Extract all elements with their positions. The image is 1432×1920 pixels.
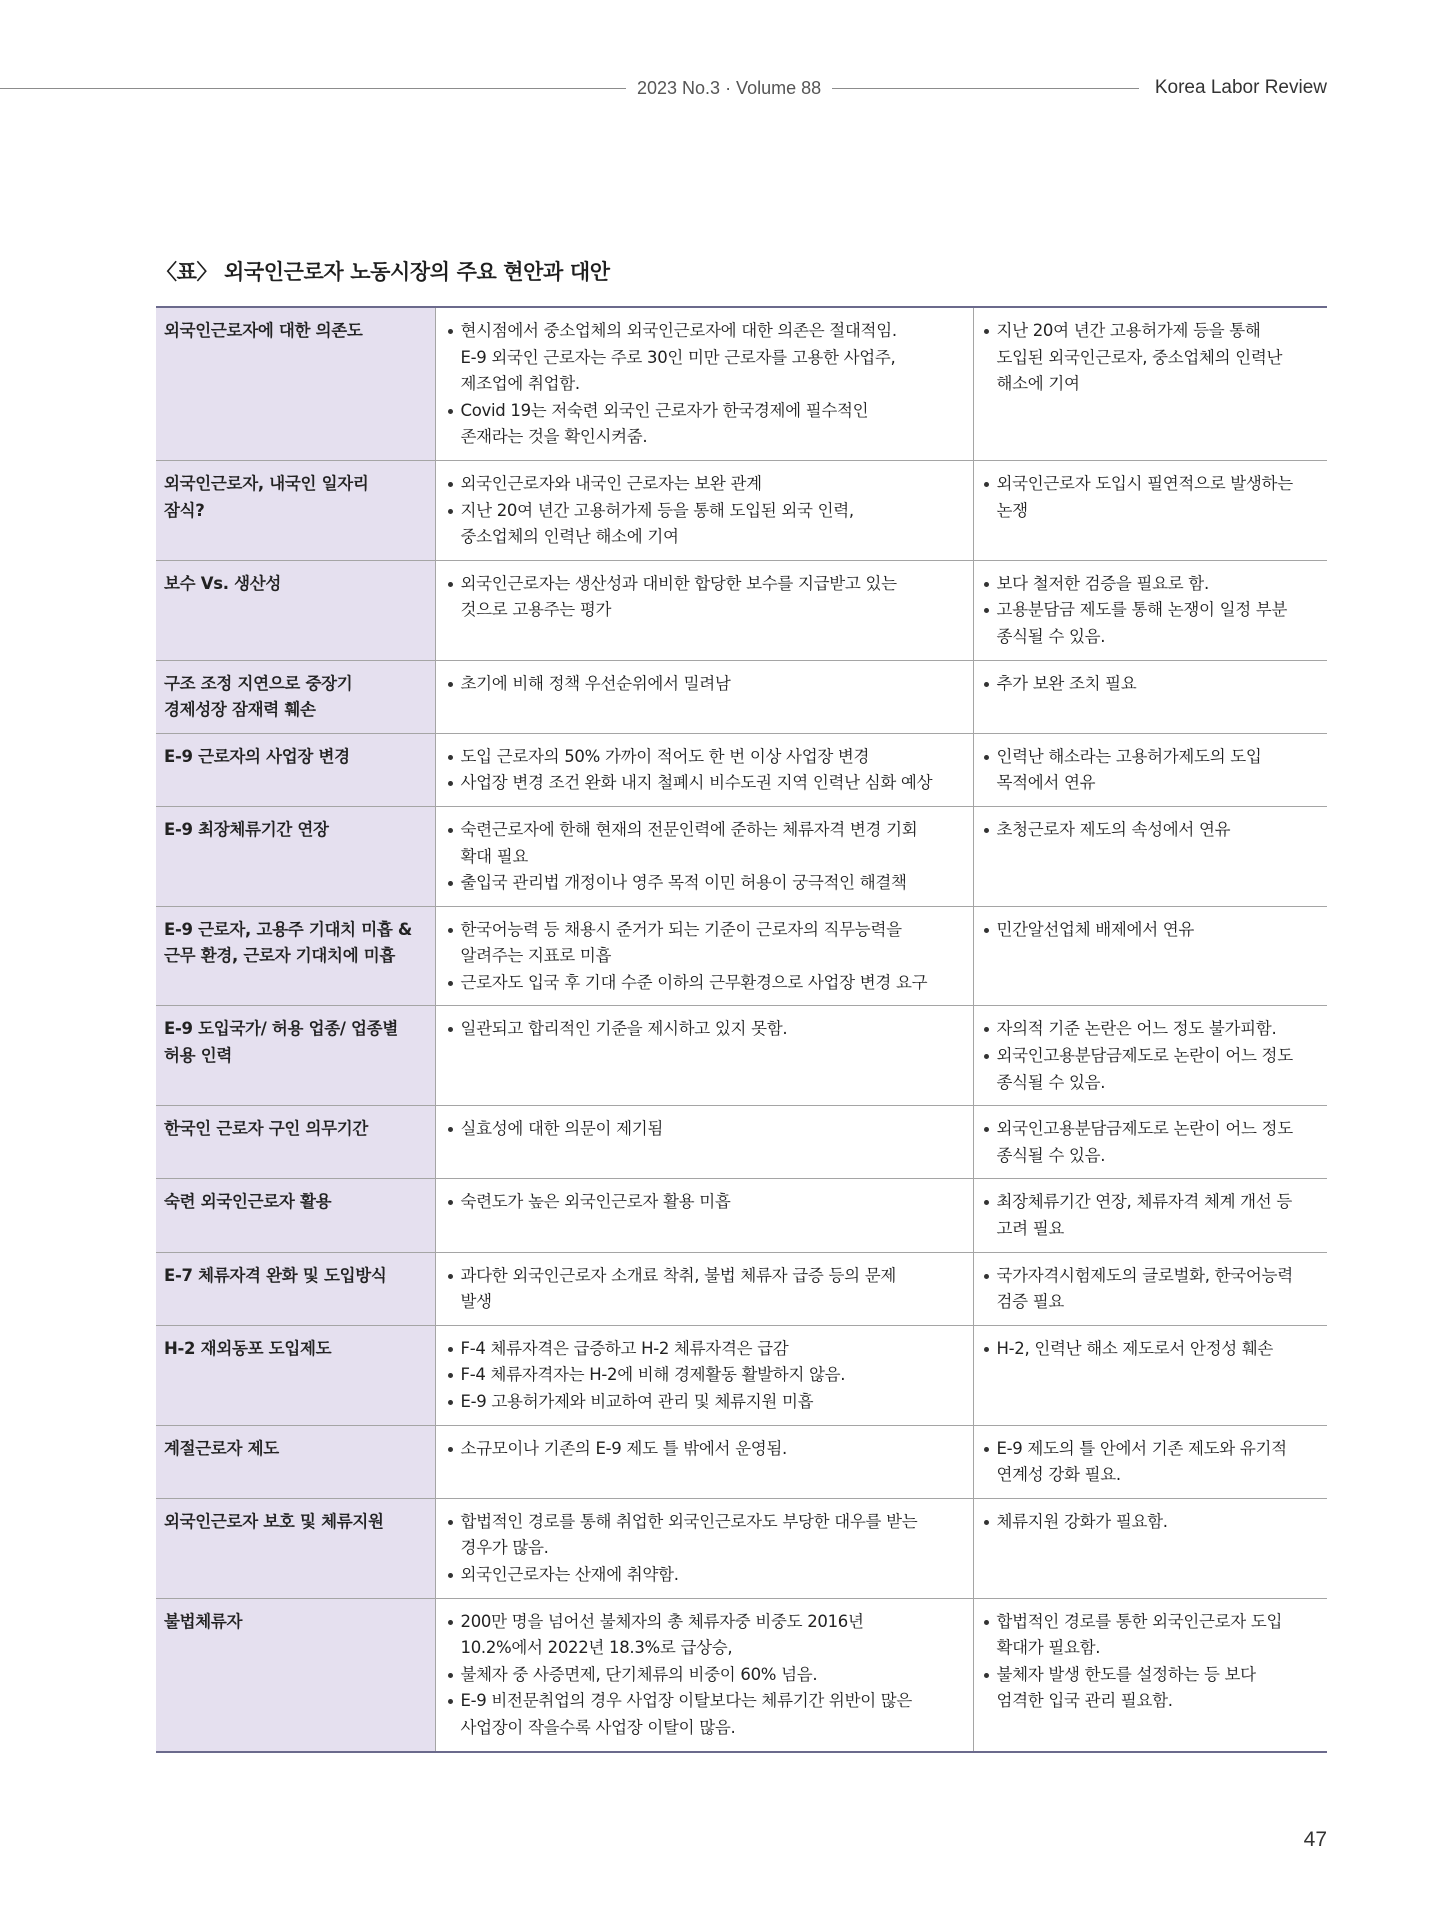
- bullet-item: [448, 1362, 969, 1389]
- bullet-item: [984, 817, 1324, 844]
- issue-text-line: 경제성장 잠재력 훼손: [164, 700, 316, 720]
- bullet-text-line: 합법적인 경로를 통해 취업한 외국인근로자도 부당한 대우를 받는: [460, 1511, 918, 1531]
- bullet-text-line: 한국어능력 등 채용시 준거가 되는 기준이 근로자의 직무능력을: [460, 919, 902, 939]
- table-row: [156, 460, 1327, 560]
- bullet-text-line: E-9 비전문취업의 경우 사업장 이탈보다는 체류기간 위반이 많은: [460, 1691, 913, 1711]
- issue-text-line: 구조 조정 지연으로 중장기: [164, 673, 353, 693]
- response-cell: [973, 1179, 1327, 1252]
- bullet-text-line: 존재라는 것을 확인시켜줌.: [460, 427, 648, 447]
- status-cell: [435, 560, 973, 660]
- bullet-text-line: 실효성에 대한 의문이 제기됨: [460, 1119, 664, 1139]
- issue-text-line: 한국인 근로자 구인 의무기간: [164, 1119, 369, 1139]
- table-row: [156, 733, 1327, 806]
- bullet-icon: [448, 828, 453, 833]
- bullet-item: [448, 671, 969, 698]
- bullet-icon: [448, 1573, 453, 1578]
- bullet-item: [448, 1436, 969, 1463]
- bullet-text-line: 자의적 기준 논란은 어느 정도 불가피함.: [996, 1019, 1277, 1039]
- bullet-item: [448, 770, 969, 797]
- bullet-text-line: 종식될 수 있음.: [996, 1145, 1106, 1165]
- bullet-icon: [448, 755, 453, 760]
- issue-text-line: 외국인근로자에 대한 의존도: [164, 321, 363, 340]
- bullet-item: [984, 1263, 1324, 1316]
- bullet-item: [448, 917, 969, 970]
- bullet-icon: [984, 828, 989, 833]
- bullet-item: [984, 1189, 1324, 1242]
- bullet-text-line: 알려주는 지표로 미흡: [460, 946, 612, 966]
- bullet-item: [448, 498, 969, 551]
- bullet-item: [448, 571, 969, 624]
- bullet-icon: [984, 1447, 989, 1452]
- bullet-text-line: 보다 철저한 검증을 필요로 함.: [996, 573, 1209, 593]
- bullet-item: [448, 870, 969, 897]
- bullet-item: [448, 1562, 969, 1589]
- bullet-item: [984, 1116, 1324, 1169]
- table-row: [156, 660, 1327, 733]
- bullet-text-line: 지난 20여 년간 고용허가제 등을 통해: [996, 321, 1261, 340]
- issue-cell: [156, 1598, 435, 1751]
- response-cell: [973, 733, 1327, 806]
- bullet-text-line: 10.2%에서 2022년 18.3%로 급상승,: [460, 1638, 733, 1658]
- bullet-icon: [448, 682, 453, 687]
- issues-table: [156, 306, 1327, 1753]
- bullet-item: [448, 817, 969, 870]
- bullet-icon: [984, 1347, 989, 1352]
- bullet-text-line: 불체자 발생 한도를 설정하는 등 보다: [996, 1664, 1256, 1684]
- bullet-text-line: H-2, 인력난 해소 제도로서 안정성 훼손: [996, 1338, 1274, 1358]
- status-cell: [435, 733, 973, 806]
- issue-text-line: 계절근로자 제도: [164, 1438, 279, 1458]
- response-cell: [973, 460, 1327, 560]
- status-cell: [435, 1179, 973, 1252]
- bullet-icon: [448, 409, 453, 414]
- bullet-text-line: 중소업체의 인력난 해소에 기여: [460, 527, 679, 547]
- response-cell: [973, 1425, 1327, 1498]
- bullet-text-line: 인력난 해소라는 고용허가제도의 도입: [996, 746, 1262, 766]
- bullet-item: [984, 1043, 1324, 1096]
- status-cell: [435, 1006, 973, 1106]
- bullet-icon: [448, 1447, 453, 1452]
- issue-cell: [156, 806, 435, 906]
- bullet-text-line: 최장체류기간 연장, 체류자격 체계 개선 등: [996, 1192, 1293, 1212]
- table-row: [156, 1425, 1327, 1498]
- bullet-item: [448, 1389, 969, 1416]
- issue-cell: [156, 733, 435, 806]
- bullet-icon: [448, 509, 453, 514]
- bullet-icon: [984, 608, 989, 613]
- bullet-icon: [984, 1200, 989, 1205]
- issue-cell: [156, 307, 435, 460]
- status-cell: [435, 1498, 973, 1598]
- bullet-text-line: 민간알선업체 배제에서 연유: [996, 919, 1195, 939]
- bullet-text-line: 도입된 외국인근로자, 중소업체의 인력난: [996, 347, 1283, 367]
- bullet-text-line: 국가자격시험제도의 글로벌화, 한국어능력: [996, 1265, 1293, 1285]
- issue-cell: [156, 1252, 435, 1325]
- bullet-text-line: 외국인고용분담금제도로 논란이 어느 정도: [996, 1119, 1293, 1139]
- bullet-item: [984, 318, 1324, 398]
- bullet-text-line: 확대 필요: [460, 846, 529, 866]
- bullet-text-line: 초청근로자 제도의 속성에서 연유: [996, 819, 1231, 839]
- issue-text-line: E-7 체류자격 완화 및 도입방식: [164, 1265, 387, 1285]
- bullet-text-line: 외국인근로자와 내국인 근로자는 보완 관계: [460, 473, 762, 493]
- issue-cell: [156, 1425, 435, 1498]
- bullet-text-line: 논쟁: [996, 500, 1028, 520]
- issue-text-line: 근무 환경, 근로자 기대치에 미흡: [164, 946, 396, 966]
- bullet-text-line: 고려 필요: [996, 1219, 1065, 1239]
- bullet-item: [448, 471, 969, 498]
- running-header: [0, 74, 1327, 102]
- bullet-icon: [984, 1620, 989, 1625]
- bullet-icon: [984, 1673, 989, 1678]
- status-cell: [435, 1106, 973, 1179]
- table-row: [156, 1598, 1327, 1751]
- bullet-icon: [984, 482, 989, 487]
- bullet-text-line: 연계성 강화 필요.: [996, 1465, 1121, 1485]
- bullet-item: [984, 1662, 1324, 1715]
- bullet-item: [984, 1436, 1324, 1489]
- bullet-text-line: 현시점에서 중소업체의 외국인근로자에 대한 의존은 절대적임.: [460, 321, 897, 340]
- issue-cell: [156, 906, 435, 1006]
- issue-text-line: E-9 근로자, 고용주 기대치 미흡 &: [164, 919, 413, 939]
- table-row: [156, 806, 1327, 906]
- bullet-icon: [448, 1673, 453, 1678]
- bullet-item: [984, 917, 1324, 944]
- bullet-text-line: 숙련근로자에 한해 현재의 전문인력에 준하는 체류자격 변경 기회: [460, 819, 918, 839]
- bullet-item: [448, 1688, 969, 1741]
- bullet-icon: [984, 1027, 989, 1032]
- bullet-icon: [448, 781, 453, 786]
- table-row: [156, 1498, 1327, 1598]
- bullet-text-line: 외국인근로자는 산재에 취약함.: [460, 1564, 679, 1584]
- bullet-text-line: 200만 명을 넘어선 불체자의 총 체류자중 비중도 2016년: [460, 1611, 864, 1631]
- status-cell: [435, 806, 973, 906]
- issue-cell: [156, 1325, 435, 1425]
- bullet-item: [448, 1509, 969, 1562]
- bullet-text-line: 외국인근로자 도입시 필연적으로 발생하는: [996, 473, 1293, 493]
- header-rule-left: [0, 88, 626, 89]
- bullet-text-line: 사업장 변경 조건 완화 내지 철폐시 비수도권 지역 인력난 심화 예상: [460, 773, 933, 793]
- journal-name: Korea Labor Review: [1154, 77, 1327, 98]
- bullet-icon: [984, 755, 989, 760]
- table-row: [156, 1325, 1327, 1425]
- issue-cell: [156, 460, 435, 560]
- response-cell: [973, 1598, 1327, 1751]
- table-row: [156, 560, 1327, 660]
- bullet-icon: [448, 1400, 453, 1405]
- bullet-text-line: E-9 제도의 틀 안에서 기존 제도와 유기적: [996, 1438, 1287, 1458]
- issue-cell: [156, 1179, 435, 1252]
- issue-cell: [156, 660, 435, 733]
- table-row: [156, 1252, 1327, 1325]
- bullet-text-line: 종식될 수 있음.: [996, 626, 1106, 646]
- response-cell: [973, 1106, 1327, 1179]
- response-cell: [973, 1006, 1327, 1106]
- bullet-icon: [448, 1127, 453, 1132]
- bullet-text-line: 외국인근로자는 생산성과 대비한 합당한 보수를 지급받고 있는: [460, 573, 897, 593]
- bullet-icon: [448, 1699, 453, 1704]
- bullet-item: [448, 398, 969, 451]
- bullet-text-line: 제조업에 취업함.: [460, 374, 580, 394]
- status-cell: [435, 1325, 973, 1425]
- bullet-text-line: 것으로 고용주는 평가: [460, 600, 612, 620]
- bullet-item: [448, 1662, 969, 1689]
- bullet-item: [448, 1016, 969, 1043]
- issue-text-line: 허용 인력: [164, 1046, 233, 1066]
- bullet-text-line: 불체자 중 사증면제, 단기체류의 비중이 60% 넘음.: [460, 1664, 818, 1684]
- issue-text-line: 불법체류자: [164, 1611, 243, 1631]
- bullet-icon: [448, 1373, 453, 1378]
- status-cell: [435, 906, 973, 1006]
- issue-text-line: E-9 도입국가/ 허용 업종/ 업종별: [164, 1019, 398, 1039]
- status-cell: [435, 460, 973, 560]
- bullet-item: [448, 1336, 969, 1363]
- bullet-text-line: 초기에 비해 정책 우선순위에서 밀려남: [460, 673, 731, 693]
- bullet-text-line: 고용분담금 제도를 통해 논쟁이 일정 부분: [996, 600, 1288, 620]
- bullet-text-line: 해소에 기여: [996, 374, 1080, 394]
- table-row: [156, 1179, 1327, 1252]
- bullet-text-line: F-4 체류자격자는 H-2에 비해 경제활동 활발하지 않음.: [460, 1365, 846, 1385]
- bullet-icon: [984, 1054, 989, 1059]
- bullet-text-line: 근로자도 입국 후 기대 수준 이하의 근무환경으로 사업장 변경 요구: [460, 972, 928, 992]
- issue-volume: 2023 No.3 · Volume 88: [637, 77, 822, 98]
- bullet-text-line: 종식될 수 있음.: [996, 1072, 1106, 1092]
- bullet-icon: [984, 928, 989, 933]
- table-row: [156, 906, 1327, 1006]
- bullet-icon: [448, 582, 453, 587]
- status-cell: [435, 660, 973, 733]
- bullet-text-line: 경우가 많음.: [460, 1538, 549, 1558]
- bullet-item: [984, 571, 1324, 598]
- table-title: 〈표〉 외국인근로자 노동시장의 주요 현안과 대안: [156, 260, 610, 284]
- bullet-text-line: 체류지원 강화가 필요함.: [996, 1511, 1168, 1531]
- issue-text-line: E-9 최장체류기간 연장: [164, 819, 329, 839]
- bullet-item: [984, 744, 1324, 797]
- bullet-item: [448, 318, 969, 398]
- bullet-text-line: 과다한 외국인근로자 소개료 착취, 불법 체류자 급증 등의 문제: [460, 1265, 896, 1285]
- status-cell: [435, 1252, 973, 1325]
- bullet-item: [448, 1609, 969, 1662]
- issue-text-line: 외국인근로자, 내국인 일자리: [164, 473, 369, 493]
- issue-text-line: 숙련 외국인근로자 활용: [164, 1192, 332, 1212]
- response-cell: [973, 806, 1327, 906]
- bullet-icon: [984, 582, 989, 587]
- issue-text-line: 보수 Vs. 생산성: [164, 573, 282, 593]
- bullet-text-line: 지난 20여 년간 고용허가제 등을 통해 도입된 외국 인력,: [460, 500, 854, 520]
- bullet-icon: [984, 329, 989, 334]
- bullet-text-line: 사업장이 작을수록 사업장 이탈이 많음.: [460, 1717, 736, 1737]
- response-cell: [973, 906, 1327, 1006]
- bullet-text-line: 발생: [460, 1292, 492, 1312]
- bullet-text-line: 확대가 필요함.: [996, 1638, 1101, 1658]
- issue-cell: [156, 1006, 435, 1106]
- bullet-text-line: 외국인고용분담금제도로 논란이 어느 정도: [996, 1046, 1293, 1066]
- bullet-text-line: 일관되고 합리적인 기준을 제시하고 있지 못함.: [460, 1019, 788, 1039]
- bullet-item: [448, 970, 969, 997]
- response-cell: [973, 560, 1327, 660]
- bullet-icon: [448, 1200, 453, 1205]
- issue-text-line: E-9 근로자의 사업장 변경: [164, 746, 350, 766]
- bullet-icon: [984, 1520, 989, 1525]
- bullet-text-line: 합법적인 경로를 통한 외국인근로자 도입: [996, 1611, 1283, 1631]
- bullet-icon: [448, 1347, 453, 1352]
- bullet-item: [448, 1189, 969, 1216]
- bullet-text-line: 엄격한 입국 관리 필요함.: [996, 1691, 1173, 1711]
- bullet-item: [448, 744, 969, 771]
- table-row: [156, 1006, 1327, 1106]
- header-rule-right: [832, 88, 1139, 89]
- issue-cell: [156, 1498, 435, 1598]
- response-cell: [973, 660, 1327, 733]
- response-cell: [973, 1498, 1327, 1598]
- status-cell: [435, 1425, 973, 1498]
- bullet-icon: [448, 1027, 453, 1032]
- bullet-text-line: Covid 19는 저숙련 외국인 근로자가 한국경제에 필수적인: [460, 400, 869, 420]
- table-row: [156, 1106, 1327, 1179]
- bullet-text-line: 도입 근로자의 50% 가까이 적어도 한 번 이상 사업장 변경: [460, 746, 870, 766]
- bullet-icon: [448, 1620, 453, 1625]
- issue-cell: [156, 560, 435, 660]
- bullet-icon: [448, 482, 453, 487]
- bullet-icon: [448, 329, 453, 334]
- bullet-icon: [984, 682, 989, 687]
- issue-text-line: 잠식?: [164, 500, 205, 520]
- bullet-item: [984, 1609, 1324, 1662]
- page-number: 47: [1303, 1828, 1327, 1851]
- response-cell: [973, 1325, 1327, 1425]
- bullet-text-line: 추가 보완 조치 필요: [996, 673, 1137, 693]
- issue-cell: [156, 1106, 435, 1179]
- issues-table-body: [156, 307, 1327, 1752]
- issue-text-line: 외국인근로자 보호 및 체류지원: [164, 1511, 384, 1531]
- bullet-icon: [448, 1274, 453, 1279]
- bullet-item: [984, 1509, 1324, 1536]
- table-row: [156, 307, 1327, 460]
- bullet-icon: [448, 928, 453, 933]
- response-cell: [973, 1252, 1327, 1325]
- bullet-text-line: F-4 체류자격은 급증하고 H-2 체류자격은 급감: [460, 1338, 789, 1358]
- bullet-item: [984, 671, 1324, 698]
- status-cell: [435, 307, 973, 460]
- bullet-text-line: 숙련도가 높은 외국인근로자 활용 미흡: [460, 1192, 731, 1212]
- issue-text-line: H-2 재외동포 도입제도: [164, 1338, 332, 1358]
- bullet-text-line: 검증 필요: [996, 1292, 1065, 1312]
- bullet-item: [448, 1263, 969, 1316]
- bullet-item: [984, 1016, 1324, 1043]
- bullet-text-line: 목적에서 연유: [996, 773, 1096, 793]
- bullet-item: [984, 471, 1324, 524]
- bullet-icon: [448, 981, 453, 986]
- bullet-item: [984, 597, 1324, 650]
- bullet-icon: [448, 1520, 453, 1525]
- bullet-item: [984, 1336, 1324, 1363]
- bullet-text-line: 출입국 관리법 개정이나 영주 목적 이민 허용이 궁극적인 해결책: [460, 873, 907, 893]
- bullet-text-line: 소규모이나 기존의 E-9 제도 틀 밖에서 운영됨.: [460, 1438, 787, 1458]
- bullet-item: [448, 1116, 969, 1143]
- status-cell: [435, 1598, 973, 1751]
- bullet-text-line: E-9 외국인 근로자는 주로 30인 미만 근로자를 고용한 사업주,: [460, 347, 896, 367]
- bullet-icon: [984, 1127, 989, 1132]
- bullet-icon: [984, 1274, 989, 1279]
- response-cell: [973, 307, 1327, 460]
- bullet-text-line: E-9 고용허가제와 비교하여 관리 및 체류지원 미흡: [460, 1392, 814, 1411]
- bullet-icon: [448, 881, 453, 886]
